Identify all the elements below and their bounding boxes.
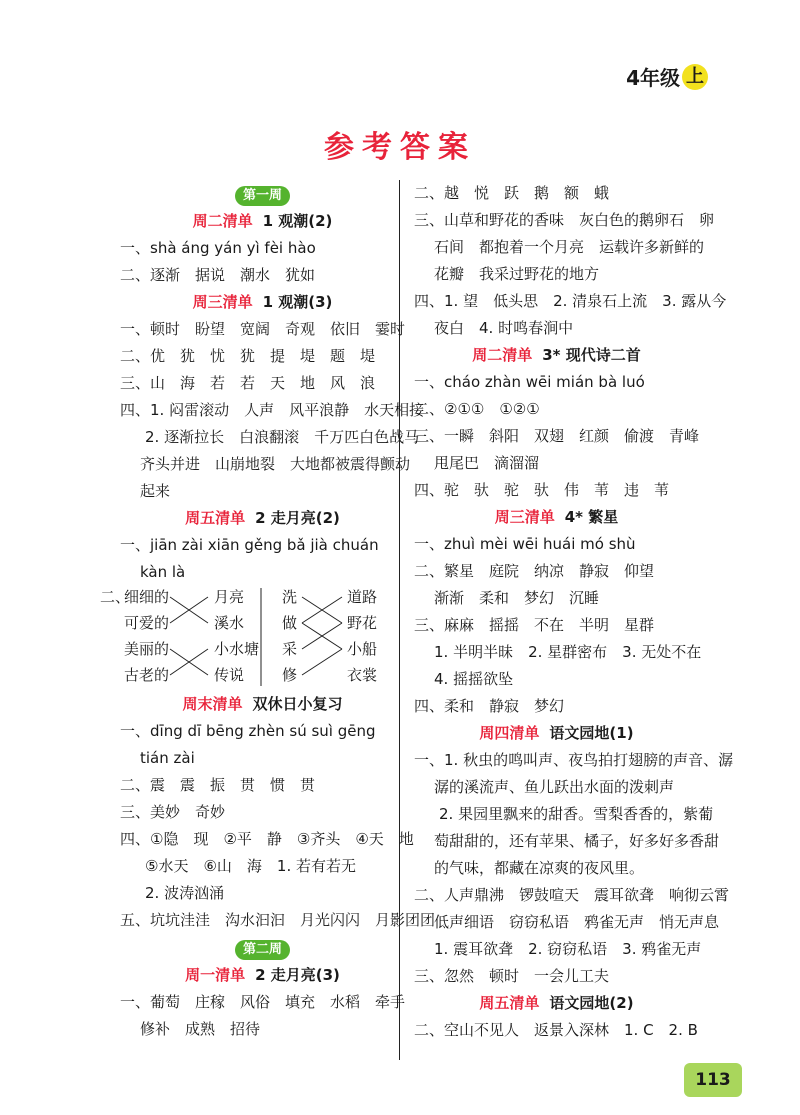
- match-right-item: 小水塘: [214, 640, 260, 658]
- match-right-item: 溪水: [214, 614, 245, 632]
- section-heading: [120, 691, 405, 718]
- answer-line: 2. 逐渐拉长 白浪翻滚 千万匹白色战马: [145, 428, 420, 446]
- section-heading: [414, 720, 699, 747]
- answer-line: 三、麻麻 摇摇 不在 半明 星群: [414, 616, 655, 634]
- answer-line: 花瓣 我采过野花的地方: [434, 265, 600, 283]
- answer-line: 五、坑坑洼洼 沟水汩汩 月光闪闪 月影团团: [120, 911, 436, 929]
- heading-text: 1 观潮(2): [262, 212, 333, 230]
- answer-line: 潺的溪流声、鱼儿跃出水面的泼刺声: [434, 778, 675, 796]
- answer-line: 二、逐渐 据说 潮水 犹如: [120, 266, 316, 284]
- answer-line: 三、山草和野花的香味 灰白色的鹅卵石 卵: [414, 211, 715, 229]
- matching-exercise: [100, 586, 405, 691]
- answer-line: 二、越 悦 跃 鹅 额 蛾: [414, 184, 610, 202]
- left-column: [100, 180, 436, 1043]
- section-heading: [120, 289, 405, 316]
- heading-text: 4* 繁星: [564, 508, 619, 526]
- answer-line: 渐渐 柔和 梦幻 沉睡: [434, 589, 600, 607]
- answer-line: 夜白 4. 时鸣春涧中: [434, 319, 574, 337]
- match-right-item: 野花: [347, 614, 378, 632]
- answer-line: 四、柔和 静寂 梦幻: [414, 697, 565, 715]
- answer-line: 2. 果园里飘来的甜香。雪梨香香的，紫葡: [439, 805, 714, 823]
- heading-label: 周末清单: [182, 695, 243, 713]
- match-right-item: 衣裳: [347, 666, 378, 684]
- answer-line: 的气味，都藏在凉爽的夜风里。: [434, 859, 645, 877]
- answer-line: 二、人声鼎沸 锣鼓喧天 震耳欲聋 响彻云霄: [414, 886, 730, 904]
- answer-line: 石间 都抱着一个月亮 运载许多新鲜的: [434, 238, 705, 256]
- answer-line: 三、一瞬 斜阳 双翅 红颜 偷渡 青峰: [414, 427, 700, 445]
- answer-line: ⑤水天 ⑥山 海 1. 若有若无: [145, 857, 356, 875]
- heading-label: 周二清单: [472, 346, 533, 364]
- answer-line: 齐头并进 山崩地裂 大地都被震得颤动: [140, 455, 411, 473]
- answer-line: 二、②①① ①②①: [414, 400, 540, 418]
- heading-label: 周三清单: [192, 293, 253, 311]
- heading-text: 3* 现代诗二首: [542, 346, 641, 364]
- answer-line: 二、繁星 庭院 纳凉 静寂 仰望: [414, 562, 655, 580]
- heading-label: 周二清单: [192, 212, 253, 230]
- answer-line: 四、驼 驮 驼 驮 伟 苇 违 苇: [414, 481, 670, 499]
- answer-line: 1. 震耳欲聋 2. 窃窃私语 3. 鸦雀无声: [434, 940, 702, 958]
- match-right-item: 道路: [347, 588, 378, 606]
- match-left-item: 可爱的: [124, 614, 170, 632]
- match-left-item: 洗: [282, 588, 298, 606]
- heading-label: 周五清单: [185, 509, 246, 527]
- answer-line: 二、空山不见人 返景入深林 1. C 2. B: [414, 1021, 698, 1039]
- answer-line: 四、①隐 现 ②平 静 ③齐头 ④天 地: [120, 830, 414, 848]
- answer-line: kàn là: [140, 563, 186, 581]
- answer-line: 一、1. 秋虫的鸣叫声、夜鸟拍打翅膀的声音、潺: [414, 751, 734, 769]
- heading-label: 周三清单: [494, 508, 555, 526]
- answer-line: 一、shà áng yán yì fèi hào: [120, 239, 316, 257]
- answer-line: 一、dīng dī bēng zhèn sú suì gēng: [120, 722, 376, 740]
- section-heading: [120, 962, 405, 989]
- answer-line: 三、美妙 奇妙: [120, 803, 226, 821]
- answer-line: 一、cháo zhàn wēi mián bà luó: [414, 373, 645, 391]
- answer-line: 一、顿时 盼望 宽阔 奇观 依旧 霎时: [120, 320, 406, 338]
- answer-line: tián zài: [140, 749, 195, 767]
- answer-line: 1. 半明半昧 2. 星群密布 3. 无处不在: [434, 643, 702, 661]
- answer-line: 一、zhuì mèi wēi huái mó shù: [414, 535, 636, 553]
- answer-line: 四、1. 闷雷滚动 人声 风平浪静 水天相接: [120, 401, 425, 419]
- match-right-item: 月亮: [214, 588, 245, 606]
- answer-line: 萄甜甜的，还有苹果、橘子，好多好多香甜: [434, 832, 720, 850]
- section-heading: [414, 342, 699, 369]
- section-heading: [414, 504, 699, 531]
- match-right-item: 传说: [214, 666, 245, 684]
- match-left-item: 古老的: [124, 666, 170, 684]
- heading-text: 语文园地(2): [549, 994, 634, 1012]
- grade-prefix: 4年级: [626, 66, 680, 90]
- match-left-item: 做: [282, 614, 298, 632]
- match-left-item: 美丽的: [124, 640, 170, 658]
- heading-label: 周一清单: [185, 966, 246, 984]
- match-left-item: 细细的: [124, 588, 170, 606]
- week-badge: 第一周: [235, 186, 290, 206]
- heading-label: 周五清单: [479, 994, 540, 1012]
- answer-line: 甩尾巴 滴溜溜: [434, 454, 540, 472]
- answer-line: 二、优 犹 忧 犹 提 堤 题 堤: [120, 347, 376, 365]
- grade-label: [626, 62, 708, 91]
- answer-line: 低声细语 窃窃私语 鸦雀无声 悄无声息: [434, 913, 720, 931]
- answer-line: 二、震 震 振 贯 惯 贯: [120, 776, 316, 794]
- answer-line: 三、山 海 若 若 天 地 风 浪: [120, 374, 376, 392]
- match-right-item: 小船: [347, 640, 378, 658]
- answer-line: 一、jiān zài xiān gěng bǎ jià chuán: [120, 536, 379, 554]
- heading-label: 周四清单: [479, 724, 540, 742]
- heading-text: 双休日小复习: [252, 695, 343, 713]
- answer-line: 2. 波涛汹涌: [145, 884, 225, 902]
- answer-line: 四、1. 望 低头思 2. 清泉石上流 3. 露从今: [414, 292, 727, 310]
- section-heading: [120, 505, 405, 532]
- answer-line: 起来: [140, 482, 171, 500]
- answer-line: 三、忽然 顿时 一会儿工夫: [414, 967, 610, 985]
- heading-text: 2 走月亮(2): [255, 509, 340, 527]
- match-left-item: 采: [282, 640, 298, 658]
- match-left-item: 修: [282, 666, 298, 684]
- match-prefix: 二、: [100, 588, 131, 606]
- answer-line: 一、葡萄 庄稼 风俗 填充 水稻 牵手: [120, 993, 406, 1011]
- heading-text: 语文园地(1): [549, 724, 634, 742]
- week-badge: 第二周: [235, 940, 290, 960]
- answer-line: 修补 成熟 招待: [140, 1020, 261, 1038]
- right-column: [414, 180, 734, 1044]
- heading-text: 2 走月亮(3): [255, 966, 340, 984]
- section-heading: [120, 208, 405, 235]
- page-title: 参考答案: [324, 130, 476, 165]
- answer-line: 4. 摇摇欲坠: [434, 670, 514, 688]
- grade-term-badge: 上: [682, 64, 708, 90]
- page-number: 113: [684, 1063, 742, 1097]
- heading-text: 1 观潮(3): [262, 293, 333, 311]
- section-heading: [414, 990, 699, 1017]
